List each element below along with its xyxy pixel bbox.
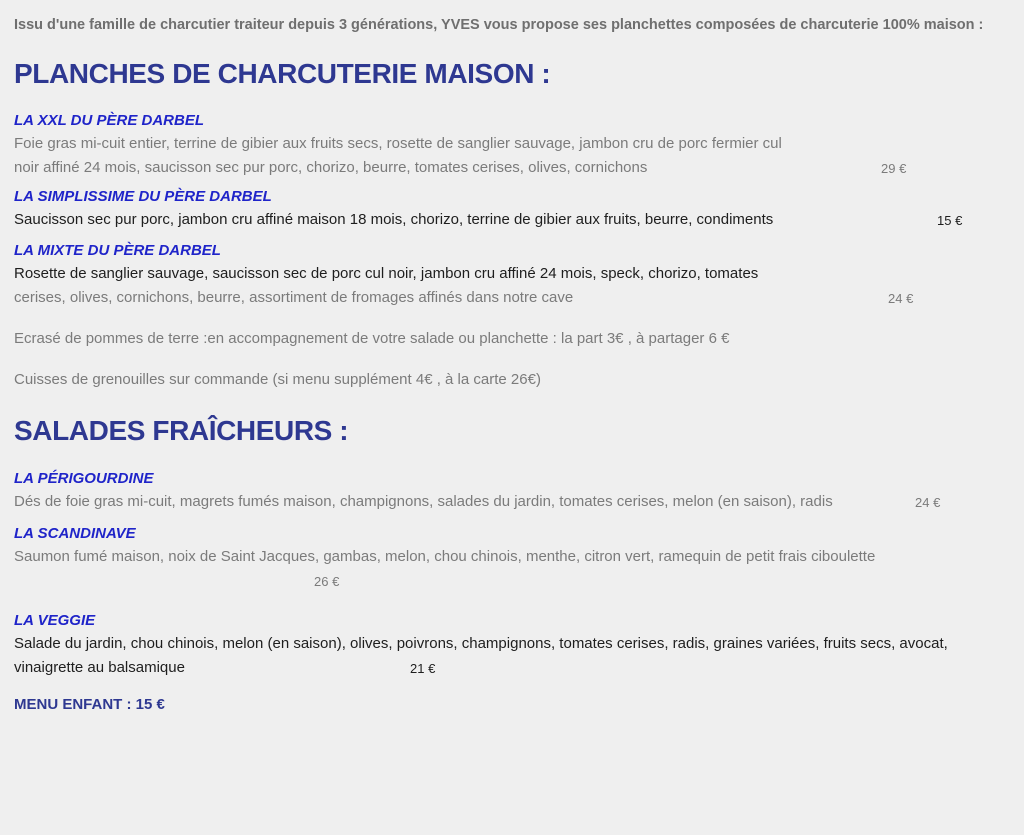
menu-item-veggie	[14, 610, 1010, 680]
item-title: LA PÉRIGOURDINE	[14, 470, 154, 487]
item-title: LA VEGGIE	[14, 612, 96, 629]
item-price: 15 €	[937, 213, 963, 228]
intro-text: Issu d'une famille de charcutier traiteur depuis 3 générations, YVES vous propose ses planchettes composées de charcuterie 100% maison :	[14, 17, 984, 33]
section-title-planches: PLANCHES DE CHARCUTERIE MAISON :	[14, 58, 551, 89]
section-title-salades: SALADES FRAÎCHEURS :	[14, 415, 349, 446]
menu-item-xxl	[14, 110, 1010, 180]
item-title: LA XXL DU PÈRE DARBEL	[14, 112, 205, 129]
item-description-text: Saucisson sec pur porc, jambon cru affiné maison 18 mois, chorizo, terrine de gibier aux fruits, beurre, condiments	[14, 211, 774, 228]
item-price: 26 €	[314, 574, 340, 589]
menu-item-simplissime	[14, 186, 1010, 232]
menu-item-perigourdine	[14, 468, 1010, 514]
item-price: 24 €	[915, 495, 941, 510]
menu-enfant: MENU ENFANT : 15 €	[14, 696, 165, 713]
menu-item-scandinave	[14, 523, 1010, 593]
item-description-text: Dés de foie gras mi-cuit, magrets fumés maison, champignons, salades du jardin, tomates cerises, melon (en saison), radis	[14, 493, 833, 510]
note-grenouilles: Cuisses de grenouilles sur commande (si menu supplément 4€ , à la carte 26€)	[14, 371, 541, 388]
item-description-line	[14, 569, 1010, 593]
item-description-text: cerises, olives, cornichons, beurre, assortiment de fromages affinés dans notre cave	[14, 289, 574, 306]
menu-page	[14, 14, 1010, 713]
item-description-line: Rosette de sanglier sauvage, saucisson sec de porc cul noir, jambon cru affiné 24 mois, speck, chorizo, tomates	[14, 265, 759, 282]
item-price: 24 €	[888, 291, 914, 306]
item-description-line: Salade du jardin, chou chinois, melon (en saison), olives, poivrons, champignons, tomates cerises, radis, graines variées, fruits secs, avocat,	[14, 635, 948, 652]
item-title: LA MIXTE DU PÈRE DARBEL	[14, 242, 221, 259]
item-price: 21 €	[410, 661, 436, 676]
item-description-line: Foie gras mi-cuit entier, terrine de gibier aux fruits secs, rosette de sanglier sauvage, jambon cru de porc fermier cul	[14, 135, 782, 152]
item-description-line	[14, 490, 1010, 514]
item-description-line	[14, 208, 1010, 232]
item-description-line	[14, 286, 1010, 310]
item-price: 29 €	[881, 161, 907, 176]
item-title: LA SIMPLISSIME DU PÈRE DARBEL	[14, 188, 272, 205]
item-description-line	[14, 656, 1010, 680]
item-description-text: vinaigrette au balsamique	[14, 659, 185, 676]
item-description-line	[14, 156, 1010, 180]
item-description-line: Saumon fumé maison, noix de Saint Jacques, gambas, melon, chou chinois, menthe, citron vert, ramequin de petit frais ciboulette	[14, 548, 876, 565]
item-title: LA SCANDINAVE	[14, 525, 136, 542]
item-description-text: noir affiné 24 mois, saucisson sec pur porc, chorizo, beurre, tomates cerises, olives, cornichons	[14, 159, 648, 176]
menu-item-mixte	[14, 240, 1010, 310]
note-ecrase: Ecrasé de pommes de terre :en accompagnement de votre salade ou planchette : la part 3€ , à partager 6 €	[14, 330, 730, 347]
